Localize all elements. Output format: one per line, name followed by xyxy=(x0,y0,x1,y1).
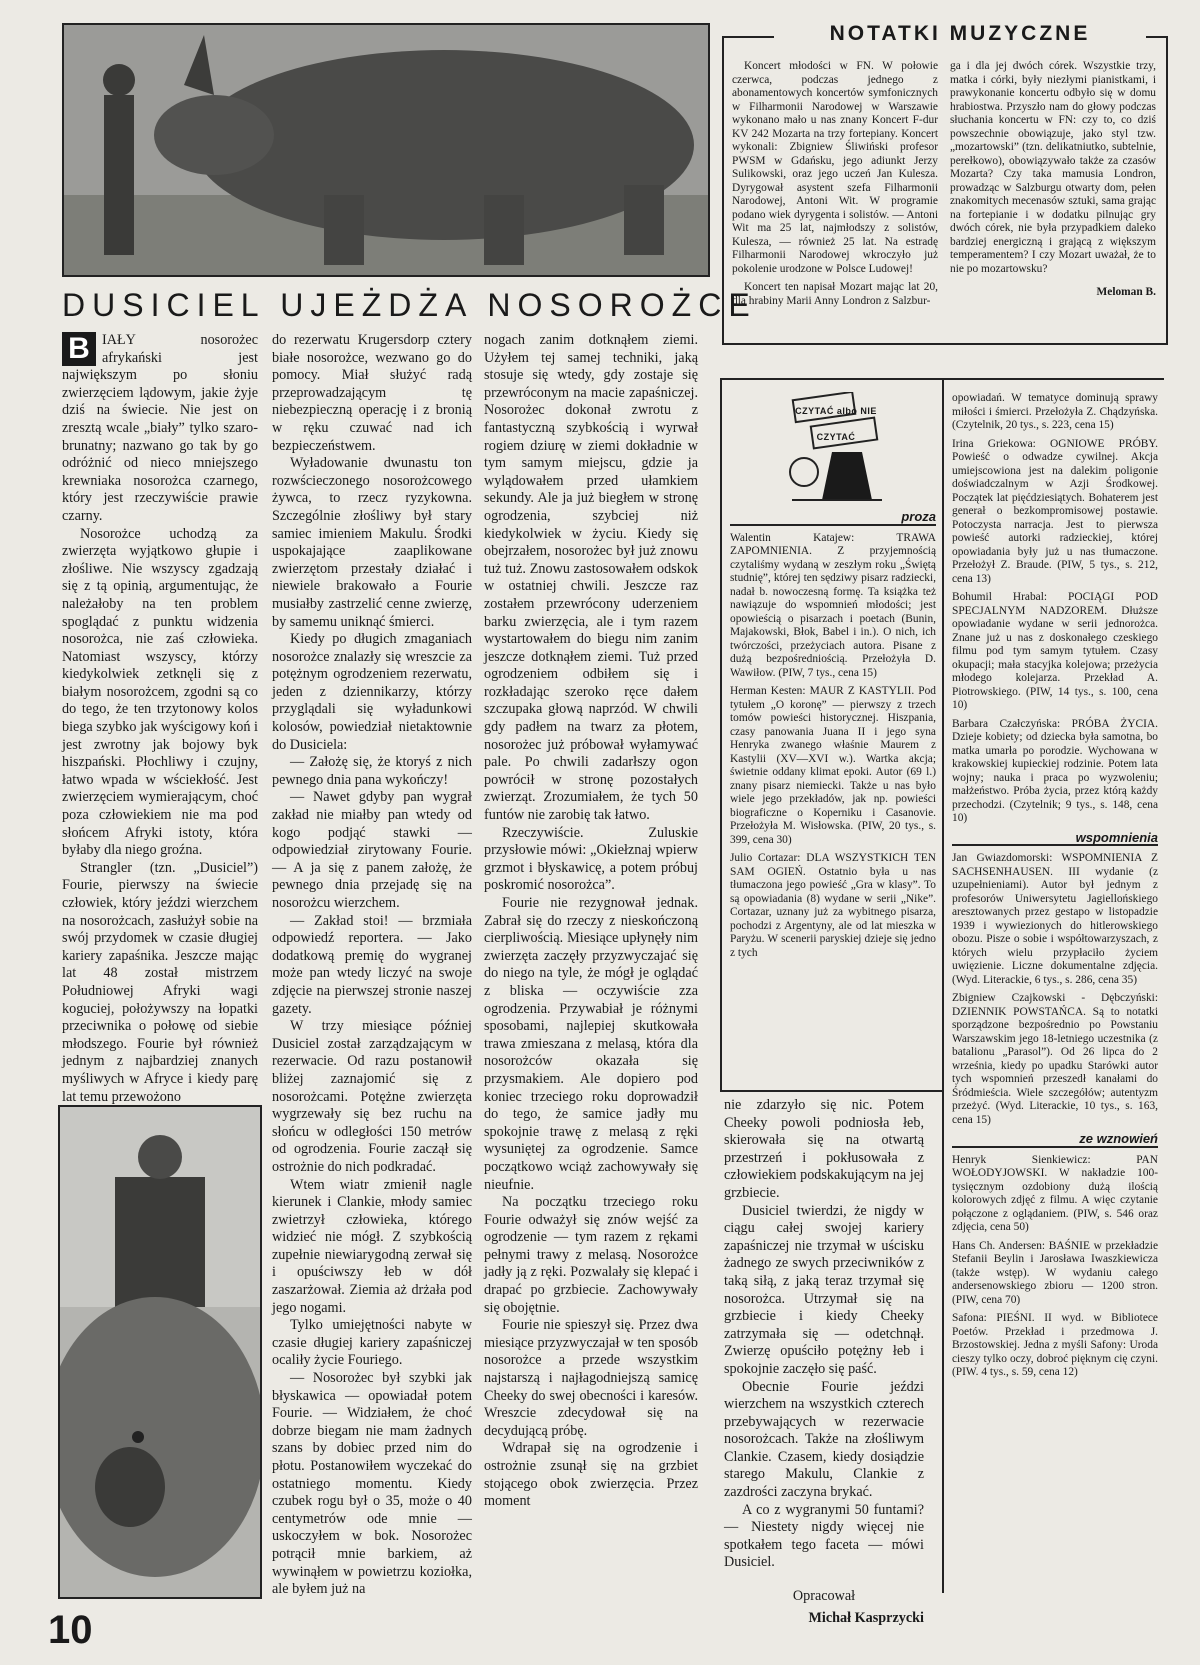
notatki-signature: Meloman B. xyxy=(1096,286,1156,298)
review-item: Barbara Czałczyńska: PRÓBA ŻYCIA. Dzieje kobiety; od dziecka była samotna, bo matka umarła po porodzie. Wychowana w krakowskiej kupieckiej rodzinie. Potem lata wojny; nauka i praca po wyzwoleniu; małżeństwo. Próba życia, przez którą każdy przechodzi. (Czytelnik; 9 tys., s. 148, cena 10) xyxy=(952,717,1158,824)
article-paragraph xyxy=(62,332,258,526)
article-paragraph: Dusiciel twierdzi, że nigdy w ciągu całej swojej kariery zapaśniczej nie trzymał w uścisku żadnego ze swych przeciwników z taką siłą, z jaką teraz trzymał się nosorożca. Utrzymał się na grzbiecie i kiedy Cheeky zatrzymała się — odetchnął. Zwierzę opuściło potężny łeb i spokojnie zaczęło się paść. xyxy=(724,1202,924,1377)
czytac-logo-text: CZYTAĆ albo NIE CZYTAĆ xyxy=(795,406,877,442)
rhino-rider-photo xyxy=(58,1105,262,1599)
article-paragraph: Strangler (tzn. „Dusiciel”) Fourie, pierwszy na świecie człowiek, który jeździ wierzchem na nosorożcach, zasłużył sobie na swój przydomek w czasie długiej kariery zapaśnika. Jeszcze mając lat 48 został mistrzem Południowej Afryki wagi koguciej, położywszy na łopatki przeciwnika o połowę od siebie młodszego. Fourie był również jednym z najbardziej znanych myśliwych w Afryce i kiedy parę lat temu przewożono xyxy=(62,859,258,1105)
notatki-muzyczne-box xyxy=(722,22,1168,345)
review-item: Safona: PIEŚNI. II wyd. w Bibliotece Poetów. Przekład i przedmowa J. Brzostowskiej. Jedna z myśli Safony: Uroda cieszy tylko oczy, dobroć pięknym cię czyni. (PIW. 4 tys., s. 59, cena 12) xyxy=(952,1312,1158,1378)
review-item: Irina Griekowa: OGNIOWE PRÓBY. Powieść o odwadze cywilnej. Akcja umiejscowiona jest na dalekim poligonie doświadczalnym w Azji Środkowej. Początek lat pięćdziesiątych. Bohaterem jest generał o bezkompromisowej postawie. Potoczysta narracja. Jest to pierwsza powieść autorki radzieckiej, której opowiadania były już u nas tłumaczone. Przełożył Z. Braude. (PIW, 5 tys., s. 212, cena 13) xyxy=(952,437,1158,585)
notatki-paragraph: ga i dla jej dwóch córek. Wszystkie trzy, matka i córki, były niezłymi pianistkami, i prawykonanie koncertu odbyło się w domu hrabiostwa. Przyszło nam do głowy podczas słuchania koncertu w FN: czy to, co dziś powszechnie obowiązuje, jako styl tzw. „mozartowski” (tzn. delikatniutko, subtelnie, perełkowo), obowiązywało także za czasów Mozarta? Czy taka mamusia Londron, prowadząc w Salzburgu otwarty dom, pełen znakomitych mecenasów sztuki, sama grając na fortepianie i w dodatku pilnując gry dwóch córek, nie była przypadkiem daleko bardziej energiczną i grającą z większym temperamentem? I czy Mozart uważał, że to nie po mozartowsku? xyxy=(950,60,1156,275)
notatki-left-column xyxy=(732,60,938,313)
rhino-photo-top-image xyxy=(64,25,708,275)
czytac-right-column xyxy=(952,392,1158,1385)
review-item: Herman Kesten: MAUR Z KASTYLII. Pod tytułem „O koronę” — pierwszy z trzech tomów powieści historycznej. Hiszpania, czasy panowania Juana II i jego syna Henryka zwanego właśnie Maurem z Kastylii (XV—XVI w.). Wartka akcja; świetnie oddany klimat epoki. Autor (69 l.) znany pisarz niemiecki. Także u nas było wiele jego przekładów, jak np. powieści biograficzne o Koperniku i Casanovie. Przełożyła M. Wisłowska. (PIW, 20 tys., s. 399, cena 30) xyxy=(730,685,936,846)
article-paragraph: Fourie nie rezygnował jednak. Zabrał się do rzeczy z nieskończoną cierpliwością. Miesiące upłynęły nim zwierzęta zaczęły przyzwyczajać się do niego na tyle, że mógł je oglądać z bliska — oczywiście zza ogrodzenia. Przywabiał je różnymi sposobami, najlepiej skutkowała trawa zmieszana z melasą, która dla nosorożców okazała się przysmakiem. Ale dopiero pod koniec trzeciego roku doprowadził do tego, że samice jadły mu spokojnie trawę z melasą z ręki wysuniętej za ogrodzenie. Samce początkowo wciąż zachowywały się nieufnie. xyxy=(484,895,698,1193)
notatki-paragraph: Koncert młodości w FN. W połowie czerwca, podczas jednego z abonamentowych koncertów symfonicznych w Filharmonii Narodowej w Warszawie wykonano mało u nas znany Koncert F-dur KV 242 Mozarta na trzy fortepiany. Koncert wykonali: Zbigniew Śliwiński profesor PWSM w Gdańsku, jego adiunkt Jerzy Sulikowski, oraz jego uczeń Jan Kulesza. Dyrygował asystent szefa Filharmonii Narodowej, Antoni Wit. W programie podano wiek dyrygenta i solistów. — Antoni Wit ma 25 lat, najmłodszy z solistów, Kulesza, — również 25 lat. Na estradę Filharmonii Narodowej wkroczyło już pokolenie urodzone w Polsce Ludowej! xyxy=(732,60,938,275)
article-paragraph: Tylko umiejętności nabyte w czasie długiej kariery zapaśniczej ocaliły życie Fouriego. xyxy=(272,1317,472,1369)
review-item: Hans Ch. Andersen: BAŚNIE w przekładzie Stefanii Beylin i Jarosława Iwaszkiewicza (także wstęp). W wydaniu całego andersenowskiego zbioru — 1200 stron. (PIW, cena 70) xyxy=(952,1239,1158,1306)
article-column-3 xyxy=(484,332,698,1511)
article-headline: DUSICIEL UJEŻDŻA NOSOROŻCE xyxy=(62,287,757,323)
notatki-title: NOTATKI MUZYCZNE xyxy=(774,22,1146,46)
review-item: opowiadań. W tematyce dominują sprawy miłości i śmierci. Przełożyła Z. Chądzyńska. (Czytelnik, 20 tys., s. 223, cena 15) xyxy=(952,392,1158,431)
article-column-2 xyxy=(272,332,472,1599)
credit-name: Michał Kasprzycki xyxy=(808,1609,924,1626)
rhino-rider-photo-image xyxy=(60,1107,260,1597)
article-paragraph: Kiedy po długich zmaganiach nosorożce znalazły się wreszcie za potężnym ogrodzeniem rezerwatu, jeden z dziennikarzy, którzy przyglądali się wyładunkowi kolosów, powiedział nietaktownie do Dusiciela: xyxy=(272,631,472,753)
page-number: 10 xyxy=(48,1608,93,1652)
credit-label: Opracował xyxy=(792,1588,856,1605)
article-paragraph: — Założę się, że ktoryś z nich pewnego dnia pana wykończy! xyxy=(272,754,472,788)
review-item: Walentin Katajew: TRAWA ZAPOMNIENIA. Z przyjemnością czytaliśmy wydaną w zeszłym roku „Świętą studnię”, której ten sędziwy pisarz radziecki, nadał b. nowoczesną formę. Ta książka też nawiązuje do wspomnień młodości; jest opowieścią o pisarzach i poetach (Bunin, Majakowski, Błok, Babel i in.). O nich, ich twórczości, przeżyciach autora. Pisane z dużą bezpośredniością. Przełożyła D. Wawiłow. (PIW, 7 tys., cena 15) xyxy=(730,531,936,679)
article-paragraph: Nosorożce uchodzą za zwierzęta wyjątkowo głupie i złośliwe. Nie wszyscy zgadzają się z tą opinią, argumentując, że należałoby na ten problem spoglądać z punktu widzenia nosorożca, nie zaś człowieka. Natomiast wszyscy, którzy kiedykolwiek zetknęli się z białym nosorożcem, zgodni są co do tego, że ten trzytonowy kolos biega szybko jak wyścigowy koń i jest zwrotny jak bojowy byk hiszpański. Płochliwy i czujny, łatwo wpada w wściekłość. Jest zwierzęciem wymierającym, choć poza człowiekiem nie ma pod słońcem Afryki istoty, która byłaby dla niego groźna. xyxy=(62,525,258,859)
wspomnienia-label: wspomnienia xyxy=(952,831,1158,847)
article-paragraph: Obecnie Fourie jeździ wierzchem na wszystkich czterech przebywających w rezerwacie nosorożcach. Także na złośliwym Clankie. Czasem, kiedy dosiądzie starego Makulu, Clankie z zazdrości zaczyna brykać. xyxy=(724,1378,924,1501)
wznowien-label: ze wznowień xyxy=(952,1132,1158,1148)
czytac-logo xyxy=(782,392,890,504)
czytac-box-top-rule xyxy=(942,378,1164,380)
article-paragraph: — Nosorożec był szybki jak błyskawica — opowiadał potem Fourie. — Widziałem, że choć dobrze biegam nie mam żadnych szans by dobiec przed nim do płotu. Postanowiłem wyczekać do ostatniego momentu. Kiedy czubek rogu był o 35, może o 40 centymetrów ode mnie — uskoczyłem w bok. Nosorożec potrącił mnie barkiem, aż wywinąłem w powietrzu koziołka, ale byłem już na xyxy=(272,1370,472,1598)
review-item: Zbigniew Czajkowski - Dębczyński: DZIENNIK POWSTAŃCA. Są to notatki sporządzone bezpośrednio po Powstaniu Warszawskim jego 18-letniego uczestnika (z batalionu „Parasol”). Od 26 lipca do 2 września, kiedy po upadku Starówki autor tych wspomnień przeszedł kanałami do Śródmieścia. Wiele szczegółów; autentyzm przeżyć. (Wyd. Literackie, 10 tys., s. 163, cena 15) xyxy=(952,992,1158,1126)
notatki-right-column xyxy=(950,60,1156,300)
review-item: Bohumil Hrabal: POCIĄGI POD SPECJALNYM NADZOREM. Dłuższe opowiadanie wydane w serii jednorożca. Znane już u nas z doskonałego czeskiego filmu pod tym samym tytułem. Czasy okupacji; mała stacyjka kolejowa; przeżycia młodego kolejarza. Przekład A. Piotrowskiego. (PIW, 14 tys., s. 100, cena 10) xyxy=(952,591,1158,711)
paragraph-text: IAŁY nosorożec afrykański jest największym po słoniu zwierzęciem lądowym, jakie żyje dziś na świecie. Nie jest on zresztą wcale „biały” tylko szaro-brunatny; nazwano go tak by go odróżnić od nieco mniejszego krewniaka nosorożca czarnego, który jest rzeczywiście prawie czarny. xyxy=(62,332,258,524)
article-paragraph: W trzy miesiące później Dusiciel został zarządzającym w rezerwacie. Od razu postanowił bliżej zaznajomić się z nosorożcami. Potężne zwierzęta wygrzewały się bez ruchu na słońcu w odległości 150 metrów od ogrodzenia. Fourie zaczął się ostrożnie do nich podkradać. xyxy=(272,1018,472,1175)
review-item: Henryk Sienkiewicz: PAN WOŁODYJOWSKI. W nakładzie 100-tysięcznym ozdobiony dużą ilością kolorowych zdjęć z filmu. A więc czytanie połączone z oglądaniem. (PIW, s. 546 oraz zdjęcia, cena 50) xyxy=(952,1153,1158,1233)
article-paragraph: nie zdarzyło się nic. Potem Cheeky powoli podniosła łeb, skierowała się na otwartą przestrzeń i pokłusowała z człowiekiem podskakującym na jej grzbiecie. xyxy=(724,1097,924,1201)
article-paragraph: Wtem wiatr zmienił nagle kierunek i Clankie, młody samiec zwietrzył człowieka, którego widzieć nie mógł. Z szybkością zupełnie niewiarygodną zerwał się i opuściwszy łeb w dół zaszarżował. Ziemia aż drżała pod jego nogami. xyxy=(272,1176,472,1316)
article-column-1 xyxy=(62,332,258,1106)
dropcap: B xyxy=(62,332,96,366)
article-paragraph: Fourie nie spieszył się. Przez dwa miesiące przyzwyczajał w ten sposób nosorożce a przede wszystkim najstarszą i najłagodniejszą samicę Cheeky do swej obecności i karesów. Wreszcie zdecydował się na decydującą próbę. xyxy=(484,1317,698,1439)
article-column-4 xyxy=(724,1097,924,1627)
czytac-left-column xyxy=(730,506,936,965)
article-paragraph: nogach zanim dotknąłem ziemi. Użyłem tej samej techniki, jaką stosuje się wtedy, gdy zostaje się przewróconym na macie zapaśniczej. Nosorożec dokonał zwrotu z fantastyczną szybkością i wyrwał rogiem dziurę w ziemi dokładnie w tym samym miejscu, gdzie ja wylądowałem przed ułamkiem sekundy. Ale ja już biegłem w stronę ogrodzenia, szybciej niż kiedykolwiek w życiu. Kiedy się obejrzałem, nosorożec był już znowu tuż tuż. Znowu zastosowałem odskok w ostatniej chwili. Jeszcze raz zostałem przewrócony uderzeniem barku zwierzęcia, ale i tym razem wystartowałem do biegu nim zanim jeszcze dotknąłem ziemi. Tuż przed ogrodzeniem odbiłem się i rozkładając szeroko ręce dałem szczupaka głową naprzód. W chwili gdy padłem na twarz za płotem, nosorożec już próbował wyłamywać pale. Po chwili zadarłszy ogon powrócił w stronę pozostałych zwierząt. Zrozumiałem, że tych 50 funtów nie zarobię tak łatwo. xyxy=(484,332,698,824)
review-item: Julio Cortazar: DLA WSZYSTKICH TEN SAM OGIEŃ. Ostatnio była u nas tłumaczona jego powieść „Gra w klasy”. To są opowiadania (8) wydane w serii „Nike”. Cortazar, uznany już za wybitnego pisarza, pochodzi z Argentyny, ale od lat mieszka w Paryżu. W scenerii paryskiej dzieje się jedno z tych xyxy=(730,852,936,959)
article-paragraph: Wyładowanie dwunastu ton rozwścieczonego nosorożcowego żywca, to rzecz ryzykowna. Szczególnie złośliwy był stary samiec imieniem Makulu. Środki uspokajające zaaplikowane zwierzętom przestały działać i niewiele brakowało a Fourie musiałby zastrzelić cenne zwierzę, by samemu uniknąć śmierci. xyxy=(272,455,472,630)
notatki-paragraph: Koncert ten napisał Mozart mając lat 20, dla hrabiny Marii Anny Londron z Salzbur- xyxy=(732,281,938,307)
rhino-photo-top xyxy=(62,23,710,277)
article-paragraph: A co z wygranymi 50 funtami? — Niestety nigdy więcej nie spotkałem tego faceta — mówi Dusiciel. xyxy=(724,1501,924,1571)
article-paragraph: Wdrapał się na ogrodzenie i ostrożnie zsunął się na grzbiet stojącego obok zwierzęcia. Przez moment xyxy=(484,1440,698,1510)
review-item: Jan Gwiazdomorski: WSPOMNIENIA Z SACHSENHAUSEN. III wydanie (z uzupełnieniami). Autor był jednym z profesorów Uniwersytetu Jagiellońskiego aresztowanych przez gestapo w listopadzie 1939 i wywiezionych do hitlerowskiego obozu. Pisze o sobie i współtowarzyszach, z których wielu przypłaciło życiem uwięzienie. Liczne dokumentalne zdjęcia. (Wyd. Literackie, 6 tys., s. 286, cena 35) xyxy=(952,852,1158,986)
article-paragraph: Rzeczywiście. Zuluskie przysłowie mówi: „Okiełznaj wpierw grzmot i błyskawicę, a potem próbuj poskromić nosorożca”. xyxy=(484,824,698,894)
proza-label: proza xyxy=(730,510,936,526)
czytac-box-right-rule xyxy=(942,378,944,1593)
article-paragraph: Na początku trzeciego roku Fourie odważył się znów wejść za ogrodzenie — tym razem z rękami pełnymi trawy z melasą. Nosorożce jadły ją z ręki. Pozwalały się klepać i drapać po grzbiecie. Zachowywały się obojętnie. xyxy=(484,1194,698,1316)
article-paragraph: — Nawet gdyby pan wygrał zakład nie miałby pan wtedy od kogo podjąć stawki — odpowiedział zirytowany Fourie. — A ja się z panem założę, że pewnego dnia przejadę się na nosorożcu wierzchem. xyxy=(272,789,472,911)
article-paragraph: — Zakład stoi! — brzmiała odpowiedź reportera. — Jako dodatkową premię do wygranej może pan wtedy liczyć na swoje zdjęcie na pierwszej stronie naszej gazety. xyxy=(272,912,472,1017)
article-paragraph: do rezerwatu Krugersdorp cztery białe nosorożce, wezwano go do pomocy. Miał służyć radą przeprowadzającym tę niebezpieczną operację i z bronią w ręku czuwać nad ich bezpieczeństwem. xyxy=(272,332,472,454)
